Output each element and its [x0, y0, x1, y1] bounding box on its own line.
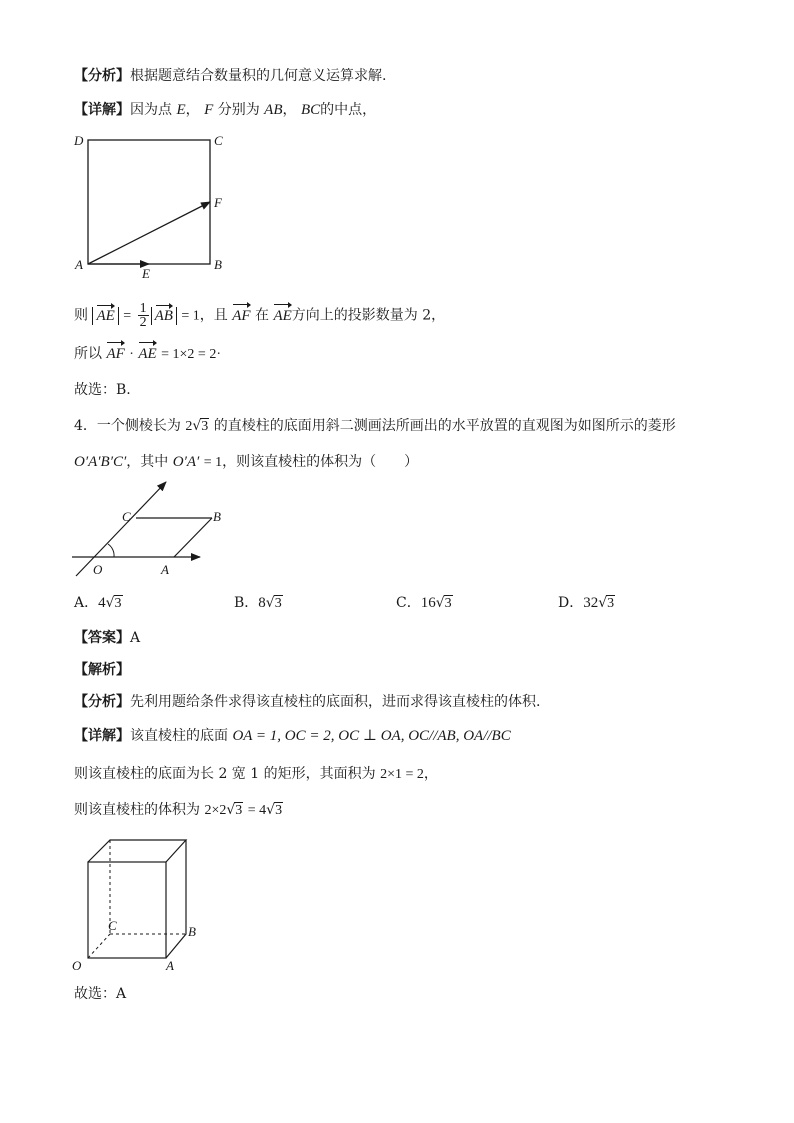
segment-bc: BC: [300, 102, 321, 118]
solution-tag: 【解析】: [74, 662, 130, 678]
volume-text: 则该直棱柱的体积为: [74, 802, 200, 818]
so-end: ·: [216, 347, 221, 362]
vector-af-text-3: AF: [106, 346, 125, 362]
comma: ，: [185, 102, 200, 118]
q3-choose-line: [74, 380, 131, 400]
denominator: 2: [139, 315, 147, 330]
abs-ab: [151, 307, 177, 325]
detail-text: 因为点: [130, 102, 172, 118]
detail-math: OA = 1, OC = 2, OC ⊥ OA, OC//AB, OA//BC: [232, 728, 511, 744]
q4-choose-line: [74, 984, 126, 1004]
dot-operator: ·: [129, 347, 134, 362]
sqrt-sign: √: [265, 595, 275, 611]
analysis-text: 根据题意结合数量积的几何意义运算求解.: [130, 68, 387, 84]
volume-result: = 4: [247, 803, 267, 818]
label-c: C: [214, 133, 223, 148]
volume-coef: 2×2: [204, 803, 227, 818]
detail-text: 分别为: [217, 102, 260, 118]
label-b: B: [188, 924, 196, 939]
choice-coef: 4: [98, 595, 106, 611]
label-c-prime: C: [122, 509, 131, 524]
detail-text: 的中点，: [320, 102, 377, 118]
label-b-prime: B: [213, 509, 221, 524]
answer-line: [74, 628, 140, 648]
stem-text: 4．一个侧棱长为: [74, 418, 181, 434]
label-a-prime: A: [161, 562, 169, 577]
label-a: A: [75, 257, 83, 272]
sqrt-sign: √: [192, 418, 202, 434]
choice-radicand: 3: [114, 596, 122, 611]
prism-front-face: [88, 862, 166, 958]
point-e: E: [176, 102, 186, 118]
q3-analysis-line: [74, 66, 386, 86]
then-mid: ，且: [199, 307, 228, 324]
label-o: O: [72, 958, 82, 973]
y-axis: [76, 482, 166, 576]
vector-ae-text-2: AE: [273, 307, 292, 324]
label-c: C: [108, 918, 117, 933]
analysis-tag: 【分析】: [74, 694, 130, 710]
stem-text: ，其中: [126, 454, 169, 470]
segment-oa-prime: O′A′: [172, 454, 200, 470]
vector-ae-text-3: AE: [138, 346, 157, 362]
choice-b: [234, 592, 283, 612]
answer-tag: 【答案】: [74, 630, 130, 646]
numerator: 1: [139, 301, 147, 316]
choice-label: C．: [396, 595, 421, 611]
choice-coef: 32: [583, 595, 599, 611]
q4-analysis-line: [74, 692, 540, 712]
abs-ae: [92, 307, 118, 325]
so-prefix: 所以: [74, 346, 102, 362]
prism-top-face: [88, 840, 186, 862]
q3-so-line: [74, 344, 221, 365]
analysis-tag: 【分析】: [74, 68, 130, 84]
stem-text: = 1，则该直棱柱的体积为（ ）: [203, 455, 419, 470]
detail-text: 该直棱柱的底面: [130, 728, 228, 744]
base-math: 2×1 = 2: [380, 767, 424, 782]
q3-choose: 故选：B.: [74, 382, 131, 398]
equals-one: = 1: [181, 308, 200, 324]
vector-ab-text: AB: [154, 307, 173, 324]
sqrt-sign: √: [105, 595, 115, 611]
base-end: ，: [423, 766, 438, 782]
square-abcd: [88, 140, 210, 264]
answer-value: A: [130, 630, 141, 646]
fraction-half: [138, 302, 149, 329]
so-equation: = 1×2 = 2: [161, 347, 217, 362]
segment-ab: AB: [264, 102, 283, 118]
choice-c: [396, 592, 453, 612]
then-prefix: 则: [74, 307, 88, 324]
comma: ，: [282, 102, 297, 118]
prism-figure: [70, 836, 210, 976]
vector-af: [88, 202, 210, 264]
sqrt-sign: √: [598, 595, 608, 611]
q4-choose: 故选：A: [74, 986, 127, 1002]
angle-arc: [108, 544, 114, 557]
projection-text: 方向上的投影数量为 2，: [291, 307, 446, 324]
label-f: F: [214, 195, 222, 210]
choice-coef: 8: [258, 595, 266, 611]
sqrt-sign: √: [435, 595, 445, 611]
rhombus-figure: [72, 478, 232, 584]
prism-right-face: [166, 840, 186, 958]
q3-then-line: [74, 302, 445, 329]
solution-head-line: [74, 660, 130, 680]
label-d: D: [74, 133, 84, 148]
radicand: 3: [201, 419, 209, 434]
stem-text: 的直棱柱的底面用斜二测画法所画出的水平放置的直观图为如图所示的菱形: [213, 418, 676, 434]
q4-base-line: [74, 764, 438, 785]
side-ba: [174, 518, 212, 557]
choice-radicand: 3: [444, 596, 452, 611]
choice-coef: 16: [420, 595, 436, 611]
base-text: 则该直棱柱的底面为长 2 宽 1 的矩形，其面积为: [74, 766, 376, 782]
choice-radicand: 3: [607, 596, 615, 611]
sqrt-sign: √: [226, 802, 236, 818]
volume-radicand-2: 3: [275, 803, 283, 818]
vector-ae-text: AE: [96, 307, 115, 324]
volume-radicand: 3: [235, 803, 243, 818]
equals: =: [123, 308, 132, 324]
square-vector-figure: [70, 130, 240, 280]
detail-tag: 【详解】: [74, 728, 130, 744]
coef-two: 2: [185, 419, 193, 434]
vector-af-text: AF: [232, 307, 251, 324]
q4-stem-line1: [74, 416, 676, 437]
choice-label: B．: [234, 595, 259, 611]
q4-volume-line: [74, 800, 283, 821]
zai-text: 在: [255, 307, 270, 324]
q3-detail-line: [74, 100, 376, 120]
point-f: F: [204, 102, 214, 118]
detail-tag: 【详解】: [74, 102, 130, 118]
choice-radicand: 3: [274, 596, 282, 611]
choice-label: A．: [74, 595, 99, 611]
label-o-prime: O: [93, 562, 103, 577]
label-e: E: [142, 266, 150, 281]
hidden-edge-oc: [88, 934, 110, 958]
label-b: B: [214, 257, 222, 272]
sqrt-sign: √: [266, 802, 276, 818]
q4-stem-line2: [74, 452, 418, 473]
analysis-text: 先利用题给条件求得该直棱柱的底面积，进而求得该直棱柱的体积.: [130, 694, 541, 710]
choice-a: [74, 592, 123, 612]
choice-label: D．: [558, 595, 584, 611]
label-a: A: [166, 958, 174, 973]
choice-d: [558, 592, 615, 612]
q4-detail-line: [74, 726, 511, 746]
rhombus-name: O′A′B′C′: [74, 454, 127, 470]
